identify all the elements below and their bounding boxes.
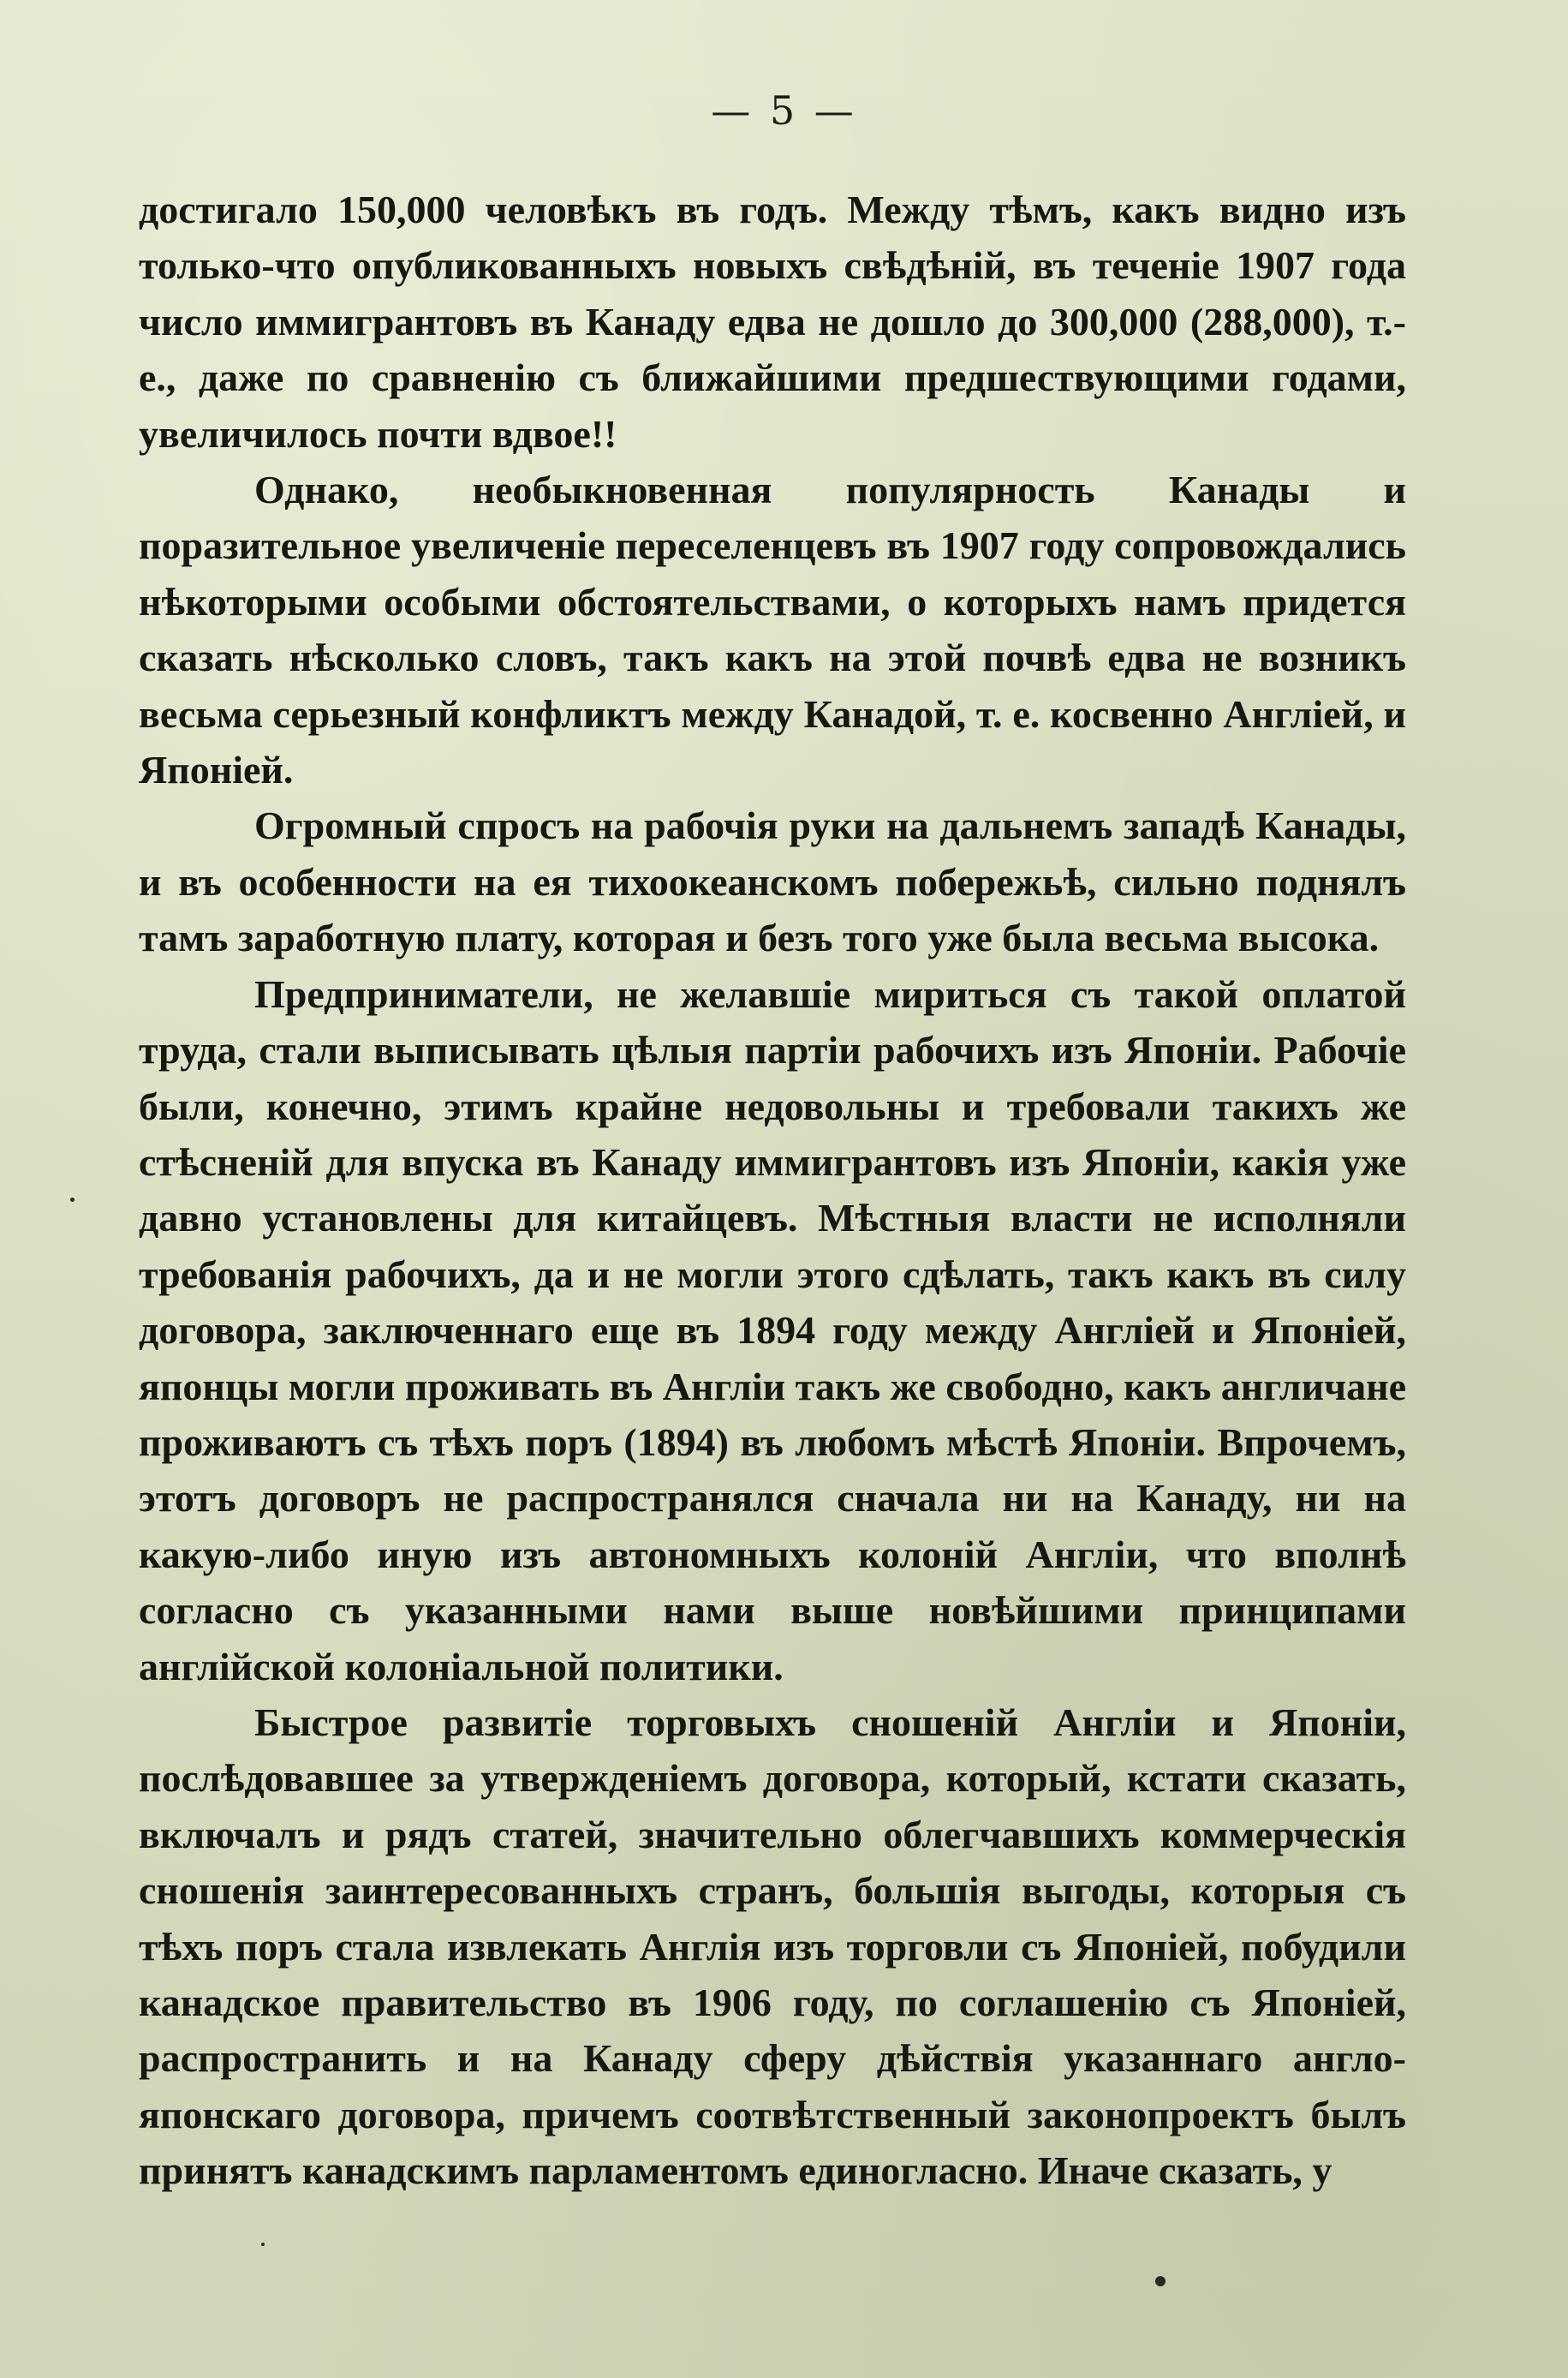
paragraph: Огромный спросъ на рабочія руки на дальнемъ западѣ Канады, и въ особенности на ея тихоокеанскомъ побережьѣ, сильно поднялъ тамъ заработную плату, которая и безъ того уже была весьма высока. <box>139 804 1406 960</box>
paragraph: Однако, необыкновенная популярность Канады и поразительное увеличеніе переселенцевъ въ 1907 году сопровождались нѣкоторыми особыми обстоятельствами, о которыхъ намъ придется сказать нѣсколько словъ, такъ какъ на этой почвѣ едва не возникъ весьма серьезный конфликтъ между Канадой, т. е. косвенно Англіей, и Японіей. <box>139 468 1406 792</box>
paragraph: Быстрое развитіе торговыхъ сношеній Англіи и Японіи, послѣдовавшее за утвержденіемъ договора, который, кстати сказать, включалъ и рядъ статей, значительно облегчавшихъ коммерческія сношенія заинтересованныхъ странъ, большія выгоды, которыя съ тѣхъ поръ стала извлекать Англія изъ торговли съ Японіей, побудили канадское правительство въ 1906 году, по соглашенію съ Японіей, распространить и на Канаду сферу дѣйствія указаннаго англо-японскаго договора, причемъ соотвѣтственный законопроектъ былъ принятъ канадскимъ парламентомъ единогласно. Иначе сказать, у <box>139 1700 1406 2193</box>
paragraph: достигало 150,000 человѣкъ въ годъ. Между тѣмъ, какъ видно изъ только-что опубликованныхъ новыхъ свѣдѣній, въ теченіе 1907 года число иммигрантовъ въ Канаду едва не дошло до 300,000 (288,000), т.-е., даже по сравненію съ ближайшими предшествующими годами, увеличилось почти вдвое!! <box>139 188 1406 456</box>
paper-speck <box>70 1198 75 1202</box>
paper-speck <box>261 2243 265 2246</box>
page-number: — 5 — <box>711 87 857 134</box>
body-text <box>139 182 1406 2199</box>
paragraph: Предприниматели, не желавшіе мириться съ такой оплатой труда, стали выписывать цѣлыя партіи рабочихъ изъ Японіи. Рабочіе были, конечно, этимъ крайне недовольны и требовали такихъ же стѣсненій для впуска въ Канаду иммигрантовъ изъ Японіи, какія уже давно установлены для китайцевъ. Мѣстныя власти не исполняли требованія рабочихъ, да и не могли этого сдѣлать, такъ какъ въ силу договора, заключеннаго еще въ 1894 году между Англіей и Японіей, японцы могли проживать въ Англіи такъ же свободно, какъ англичане проживаютъ съ тѣхъ поръ (1894) въ любомъ мѣстѣ Японіи. Впрочемъ, этотъ договоръ не распространялся сначала ни на Канаду, ни на какую-либо иную изъ автономныхъ колоній Англіи, что вполнѣ согласно съ указанными нами выше новѣйшими принципами англійской колоніальной политики. <box>139 971 1406 1688</box>
paper-speck <box>1155 2276 1166 2286</box>
